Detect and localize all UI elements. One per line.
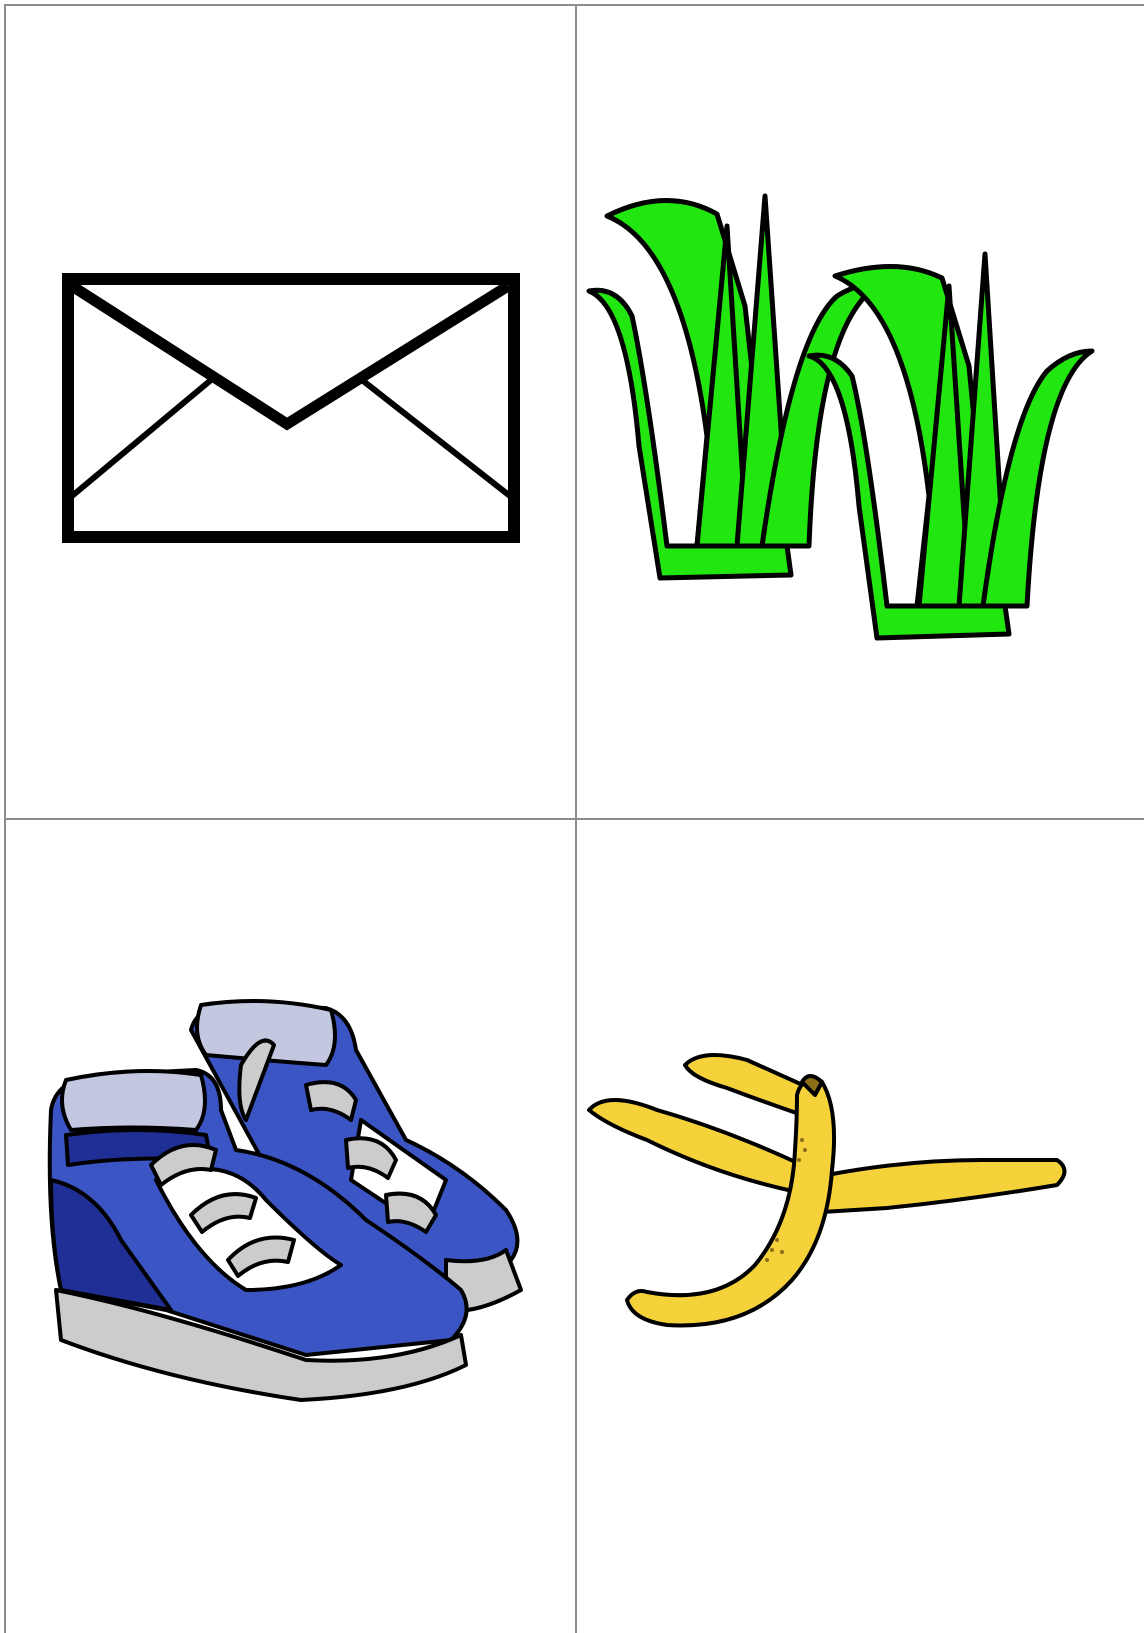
card-sneakers bbox=[6, 820, 575, 1633]
banana-peel-icon bbox=[577, 820, 1144, 1633]
card-banana-peel bbox=[577, 820, 1144, 1633]
sneakers-icon bbox=[6, 820, 575, 1633]
grass-icon bbox=[577, 6, 1144, 818]
card-grass bbox=[577, 6, 1144, 818]
card-envelope bbox=[6, 6, 575, 818]
envelope-icon bbox=[6, 6, 575, 818]
